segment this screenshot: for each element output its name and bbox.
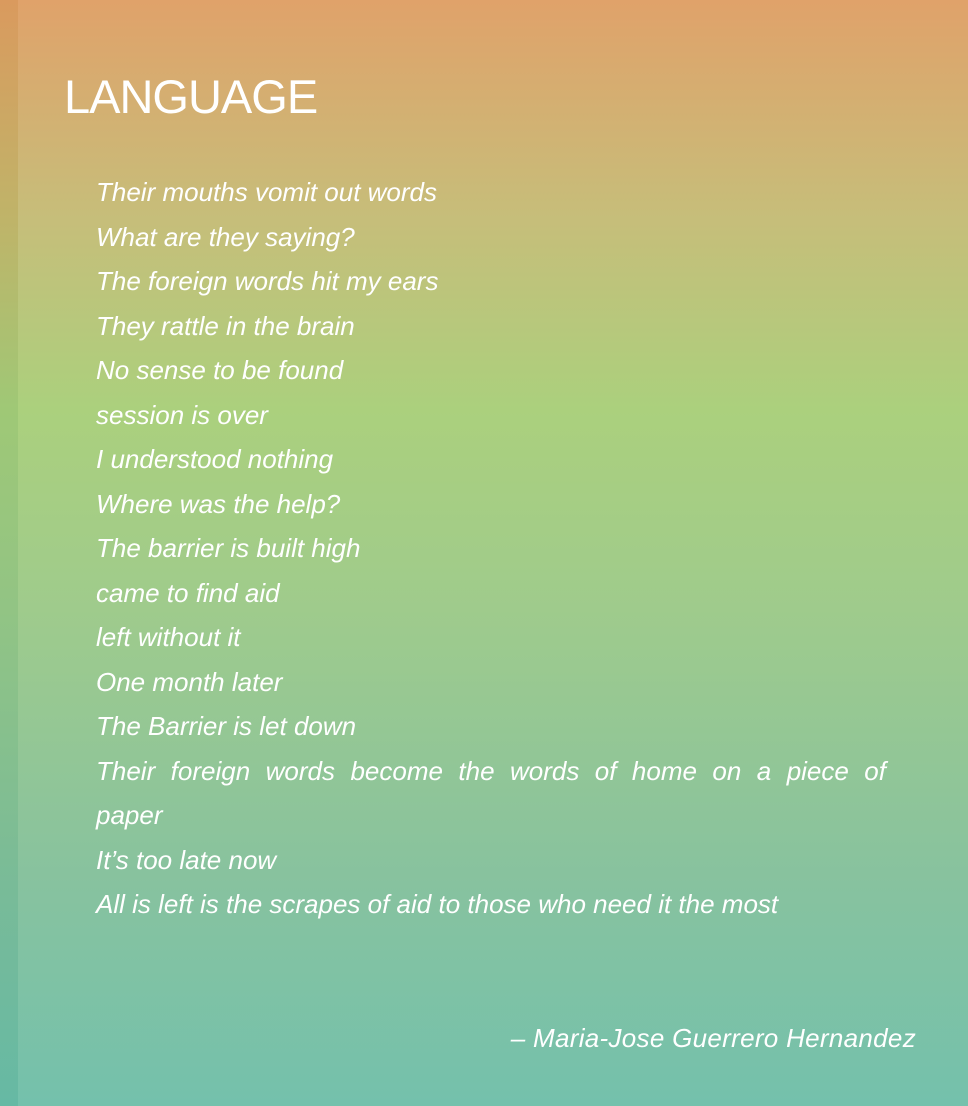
poem-line: The barrier is built high — [96, 533, 361, 563]
poem-line: The foreign words hit my ears — [96, 266, 439, 296]
poem-body — [96, 170, 886, 927]
poem-line: left without it — [96, 622, 241, 652]
poem-line: The Barrier is let down — [96, 711, 357, 741]
poem-line: They rattle in the brain — [96, 310, 355, 341]
poem-title: LANGUAGE — [64, 70, 318, 123]
left-edge-strip — [0, 0, 18, 1106]
poem-line: One month later — [96, 666, 283, 697]
poem-line: What are they saying? — [96, 221, 355, 252]
poem-line: Where was the help? — [96, 488, 341, 519]
poem-line: Their foreign words become the words of home on a piece of paper — [96, 755, 886, 830]
poem-line: Their mouths vomit out words — [96, 177, 438, 207]
poem-line: All is left is the scrapes of aid to those who need it the most — [96, 889, 779, 919]
poem-line: I understood nothing — [96, 444, 334, 474]
poem-line: came to find aid — [96, 577, 280, 608]
poem-line: session is over — [96, 399, 268, 430]
poem-line: No sense to be found — [96, 355, 344, 385]
poem-line: It’s too late now — [96, 844, 277, 875]
poem-author: – Maria-Jose Guerrero Hernandez — [510, 1023, 916, 1053]
